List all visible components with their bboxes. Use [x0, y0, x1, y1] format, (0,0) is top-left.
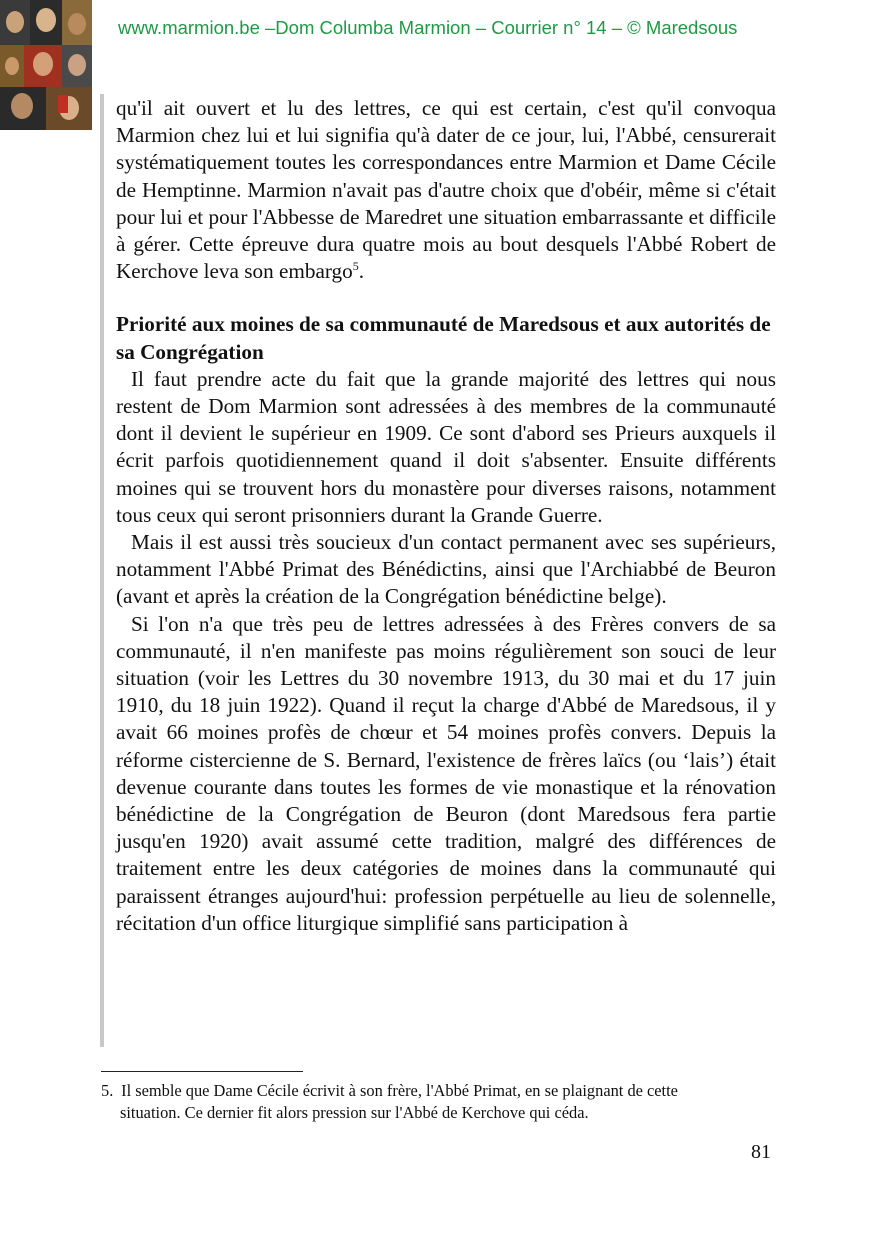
paragraph-1-text: qu'il ait ouvert et lu des lettres, ce qui est certain, c'est qu'il convoqua Marmion chez lui et lui signifia qu'à dater de ce jour, lui, l'Abbé, censurerait systématiquement toutes les correspondances entre Marmion et Dame Cécile de Hemptinne. Marmion n'avait pas d'autre choix que d'obéir, même si c'était pour lui et pour l'Abbesse de Maredret une situation embarrassante et difficile à gérer. Cette épreuve dura quatre mois au bout desquels l'Abbé Robert de Kerchove leva son embargo	[116, 96, 776, 284]
header-title: www.marmion.be –Dom Columba Marmion – Courrier n° 14 – © Maredsous	[118, 17, 738, 38]
footnote-separator	[101, 1071, 303, 1072]
paragraph-1-end: .	[358, 259, 365, 284]
header-photo-collage	[0, 0, 92, 130]
footnote-5	[101, 1080, 781, 1123]
section-heading: Priorité aux moines de sa communauté de Maredsous et aux autorités de sa Congrégation	[116, 312, 771, 364]
footnote-number: 5.	[101, 1081, 114, 1100]
paragraph-3: Mais il est aussi très soucieux d'un contact permanent avec ses supérieurs, notamment l'Abbé Primat des Bénédictins, ainsi que l'Archiabbé de Beuron (avant et après la création de la Congrégation bénédictine belge).	[116, 530, 776, 609]
footnote-line-1	[101, 1080, 781, 1102]
page-number: 81	[751, 1141, 771, 1163]
margin-rule	[100, 94, 104, 1047]
paragraph-2: Il faut prendre acte du fait que la grande majorité des lettres qui nous restent de Dom Marmion sont adressées à des membres de la communauté dont il devient le supérieur en 1909. Ce sont d'abord ses Prieurs auxquels il écrit parfois quotidiennement quand il doit s'absenter. Ensuite différents moines qui se trouvent hors du monastère pour diverses raisons, notamment tous ceux qui seront prisonniers durant la Grande Guerre.	[116, 366, 776, 527]
portrait-collage-image	[0, 0, 92, 130]
footnote-text-2: situation. Ce dernier fit alors pression sur l'Abbé de Kerchove qui céda.	[120, 1102, 589, 1122]
footnote-ref-5: 5	[352, 259, 359, 274]
footnote-text-1: Il semble que Dame Cécile écrivit à son frère, l'Abbé Primat, en se plaignant de cette	[121, 1081, 678, 1100]
paragraph-1	[116, 95, 776, 285]
main-text	[116, 95, 776, 937]
paragraph-4: Si l'on n'a que très peu de lettres adressées à des Frères convers de sa communauté, il n'en manifeste pas moins régulièrement son souci de leur situation (voir les Lettres du 30 novembre 1913, du 30 mai et du 17 juin 1910, du 18 juin 1922). Quand il reçut la charge d'Abbé de Maredsous, il y avait 66 moines profès de chœur et 54 moines profès convers. Depuis la réforme cistercienne de S. Bernard, l'existence de frères laïcs (ou ‘lais’) était devenue courante dans toutes les formes de vie monastique et la rénovation bénédictine de la Congrégation de Beuron (dont Maredsous fera partie jusqu'en 1920) avait assumé cette tradition, malgré des différences de traitement entre les deux catégories de moines dans la communauté qui paraissent étranges aujourd'hui: profession perpétuelle au lieu de solennelle, récitation d'un office liturgique simplifié sans participation à	[116, 611, 776, 935]
